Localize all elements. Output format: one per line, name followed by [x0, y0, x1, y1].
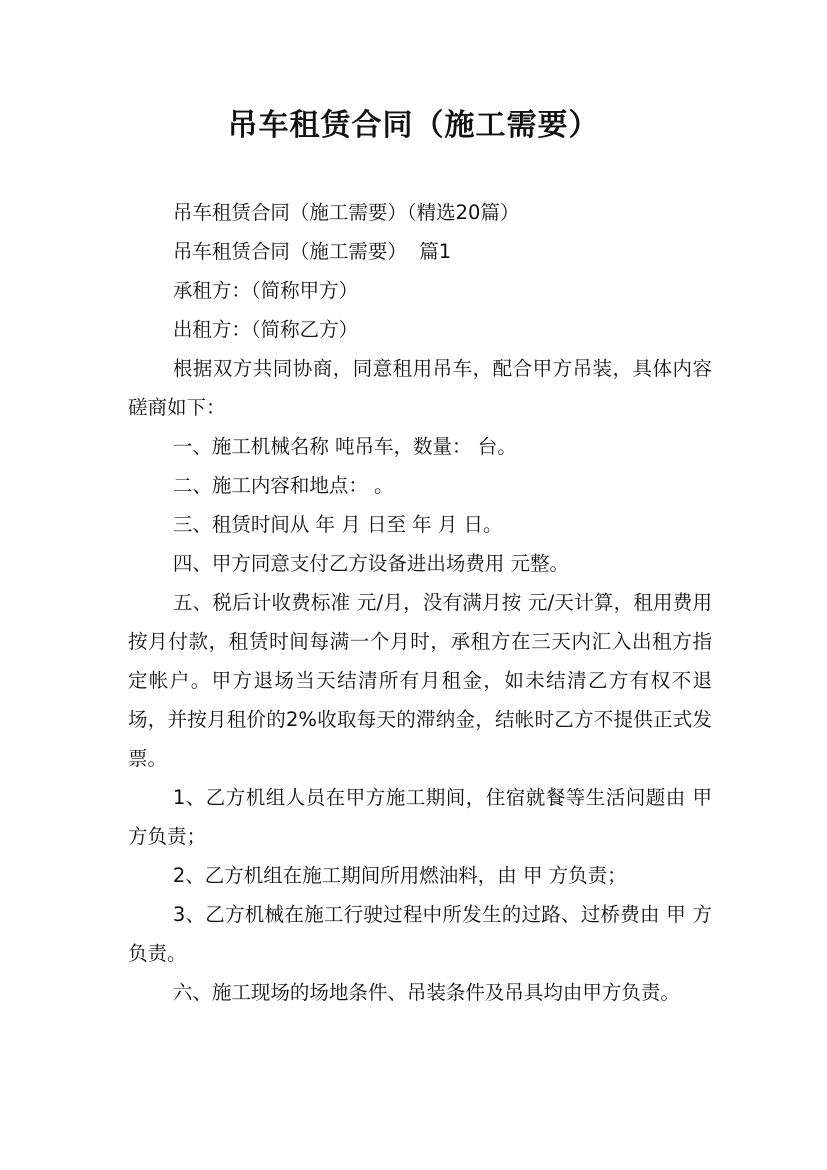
paragraph-clause-3: 三、租赁时间从 年 月 日至 年 月 日。	[172, 513, 503, 536]
paragraph-clause-5: 五、税后计收费标准 元/月，没有满月按 元/天计算，租用费用按月付款，租赁时间每满一个月时，承租方在三天内汇入出租方指定帐户。甲方退场当天结清所有月租金，如未结清乙方有权不退场，并按月租价的2%收取每天的滞纳金，结帐时乙方不提供正式发票。	[128, 591, 712, 770]
paragraph-item-1: 1、乙方机组人员在甲方施工期间，住宿就餐等生活问题由 甲 方负责；	[128, 786, 719, 848]
paragraph-item-3: 3、乙方机械在施工行驶过程中所发生的过路、过桥费由 甲 方负责。	[128, 903, 712, 965]
paragraph-subtitle: 吊车租赁合同（施工需要）（精选20篇）	[172, 201, 520, 224]
paragraph-clause-2: 二、施工内容和地点： 。	[172, 474, 394, 497]
paragraph-clause-6: 六、施工现场的场地条件、吊装条件及吊具均由甲方负责。	[172, 981, 680, 1004]
paragraph-item-2: 2、乙方机组在施工期间所用燃油料，由 甲 方负责；	[172, 864, 627, 887]
paragraph-lessor: 出租方：（简称乙方）	[172, 318, 359, 341]
document-body	[128, 193, 719, 1012]
paragraph-clause-4: 四、甲方同意支付乙方设备进出场费用 元整。	[172, 552, 570, 575]
paragraph-intro: 根据双方共同协商，同意租用吊车，配合甲方吊装，具体内容磋商如下：	[128, 357, 712, 419]
paragraph-lessee: 承租方：（简称甲方）	[172, 279, 359, 302]
document-title: 吊车租赁合同（施工需要）	[227, 108, 600, 143]
paragraph-clause-1: 一、施工机械名称 吨吊车，数量： 台。	[172, 435, 517, 458]
paragraph-section-heading: 吊车租赁合同（施工需要） 篇1	[172, 240, 452, 263]
